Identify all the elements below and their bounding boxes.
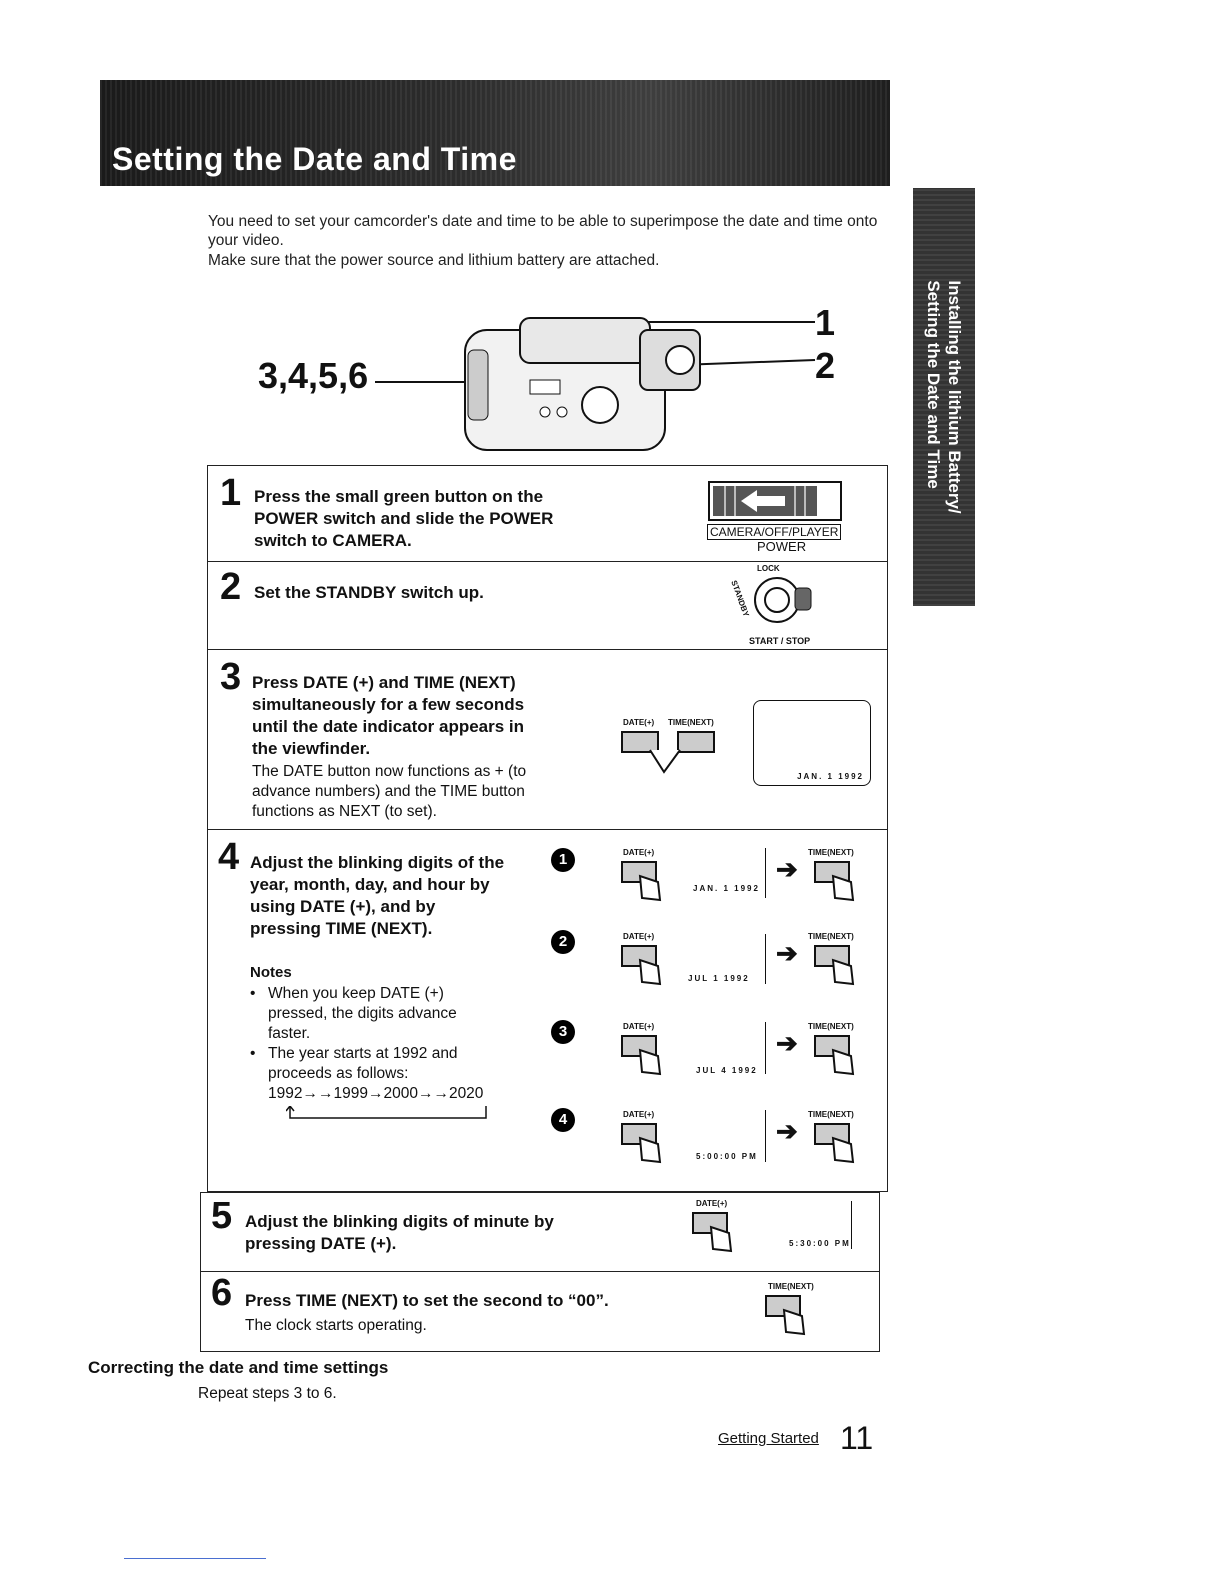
step-6-detail: The clock starts operating.	[245, 1317, 427, 1334]
note-item-2-text: The year starts at 1992 and proceeds as follows:	[268, 1045, 458, 1082]
note-item: • When you keep DATE (+) pressed, the digits advance faster.	[250, 985, 457, 1042]
date-label-4: DATE(+)	[623, 1110, 655, 1119]
step-2-number: 2	[220, 566, 242, 608]
date-button-press-icon	[620, 858, 670, 908]
power-switch-label: POWER	[757, 539, 807, 554]
step-6-box	[200, 1272, 880, 1352]
display-step4-3: JUL 4 1992	[696, 1066, 758, 1075]
date-button-press-icon	[620, 1120, 670, 1170]
step-1-number: 1	[220, 472, 242, 514]
intro-paragraph-2: Make sure that the power source and lithium battery are attached.	[208, 252, 660, 269]
date-button-press-icon	[691, 1209, 741, 1259]
chapter-side-tab	[913, 188, 975, 606]
camcorder-figure	[200, 290, 860, 460]
display-step5: 5:30:00 PM	[789, 1239, 851, 1248]
note-item-1-text: When you keep DATE (+) pressed, the digits advance faster.	[268, 985, 457, 1042]
side-tab-text	[923, 280, 965, 513]
time-label-6: TIME(NEXT)	[768, 1282, 814, 1291]
substep-marker-4: 4	[551, 1108, 575, 1132]
notes-title: Notes	[250, 964, 292, 981]
power-switch-figure	[705, 480, 845, 554]
substep-marker-2: 2	[551, 930, 575, 954]
footer-section: Getting Started	[718, 1430, 819, 1447]
notes-list	[250, 984, 484, 1104]
date-button-press-icon	[620, 1032, 670, 1082]
step-2-box	[207, 562, 888, 650]
date-label-2: DATE(+)	[623, 932, 655, 941]
step-3-text: Press DATE (+) and TIME (NEXT) simultaneously for a few seconds until the date indicator appears in the viewfinder.	[252, 673, 525, 758]
year-loop-arrow-icon	[286, 1106, 496, 1122]
time-button-press-icon	[813, 858, 863, 908]
callout-steps-3-6: 3,4,5,6	[258, 355, 369, 396]
arrow-right-icon: ➔	[776, 854, 798, 884]
date-label-5: DATE(+)	[696, 1199, 728, 1208]
year-sequence: 1992→→1999→2000→→2020	[268, 1085, 484, 1102]
time-button-press-icon	[813, 942, 863, 992]
step-5-text: Adjust the blinking digits of minute by pressing DATE (+).	[245, 1212, 554, 1253]
note-item: • The year starts at 1992 and proceeds as follows:	[250, 1045, 458, 1082]
step-4-box	[207, 830, 888, 1192]
side-tab-line-2: Setting the Date and Time	[924, 280, 943, 489]
intro-paragraph-1: You need to set your camcorder's date and time to be able to superimpose the date and time onto your video.	[208, 213, 878, 249]
date-button-label: DATE(+)	[623, 718, 655, 727]
step-3-detail: The DATE button now functions as + (to advance numbers) and the TIME button functions as NEXT (to set).	[252, 763, 527, 820]
page-number: 11	[840, 1420, 874, 1456]
step-6-number: 6	[211, 1272, 233, 1314]
callout-step-1: 1	[815, 302, 836, 343]
display-step4-4: 5:00:00 PM	[696, 1152, 758, 1161]
correcting-heading: Correcting the date and time settings	[88, 1358, 389, 1377]
step-5-box	[200, 1192, 880, 1272]
time-button-label: TIME(NEXT)	[668, 718, 714, 727]
date-label-1: DATE(+)	[623, 848, 655, 857]
date-button-press-icon	[620, 942, 670, 992]
step-5-number: 5	[211, 1195, 233, 1237]
page-title: Setting the Date and Time	[112, 141, 517, 177]
standby-label: STANDBY	[729, 579, 751, 618]
display-frame	[765, 1110, 766, 1162]
lock-label: LOCK	[757, 564, 780, 573]
step-1-text: Press the small green button on the POWER switch and slide the POWER switch to CAMERA.	[254, 487, 554, 550]
substep-marker-1: 1	[551, 848, 575, 872]
step-3-box	[207, 650, 888, 830]
step-6-text: Press TIME (NEXT) to set the second to “00”.	[245, 1291, 609, 1310]
arrow-right-icon: ➔	[776, 1028, 798, 1058]
side-tab-line-1: Installing the lithium Battery/	[945, 280, 964, 514]
step-3-number: 3	[220, 656, 242, 698]
viewfinder-display	[753, 700, 871, 786]
power-switch-icon	[705, 480, 845, 524]
time-button-press-icon	[813, 1120, 863, 1170]
header-banner	[100, 80, 890, 186]
step-4-text: Adjust the blinking digits of the year, month, day, and hour by using DATE (+), and by pressing TIME (NEXT).	[250, 853, 505, 938]
display-frame	[765, 1022, 766, 1074]
step-4-number: 4	[218, 836, 240, 878]
callout-step-2: 2	[815, 345, 836, 386]
display-frame	[851, 1201, 852, 1249]
step-2-text: Set the STANDBY switch up.	[254, 583, 484, 602]
date-time-buttons-icon	[620, 728, 720, 778]
time-button-press-icon	[764, 1292, 814, 1342]
arrow-right-icon: ➔	[776, 938, 798, 968]
time-label-1: TIME(NEXT)	[808, 848, 854, 857]
correcting-text: Repeat steps 3 to 6.	[198, 1385, 337, 1402]
display-frame	[765, 848, 766, 898]
time-label-4: TIME(NEXT)	[808, 1110, 854, 1119]
viewfinder-date: JAN. 1 1992	[797, 772, 864, 781]
display-step4-2: JUL 1 1992	[688, 974, 750, 983]
power-switch-positions: CAMERA/OFF/PLAYER	[707, 524, 841, 540]
standby-switch-figure	[731, 564, 821, 648]
bottom-rule	[124, 1558, 266, 1559]
time-button-press-icon	[813, 1032, 863, 1082]
display-frame	[765, 934, 766, 984]
step-1-box	[207, 465, 888, 562]
start-stop-label: START / STOP	[749, 636, 811, 646]
substep-marker-3: 3	[551, 1020, 575, 1044]
arrow-right-icon: ➔	[776, 1116, 798, 1146]
time-label-2: TIME(NEXT)	[808, 932, 854, 941]
date-label-3: DATE(+)	[623, 1022, 655, 1031]
time-label-3: TIME(NEXT)	[808, 1022, 854, 1031]
display-step4-1: JAN. 1 1992	[693, 884, 760, 893]
